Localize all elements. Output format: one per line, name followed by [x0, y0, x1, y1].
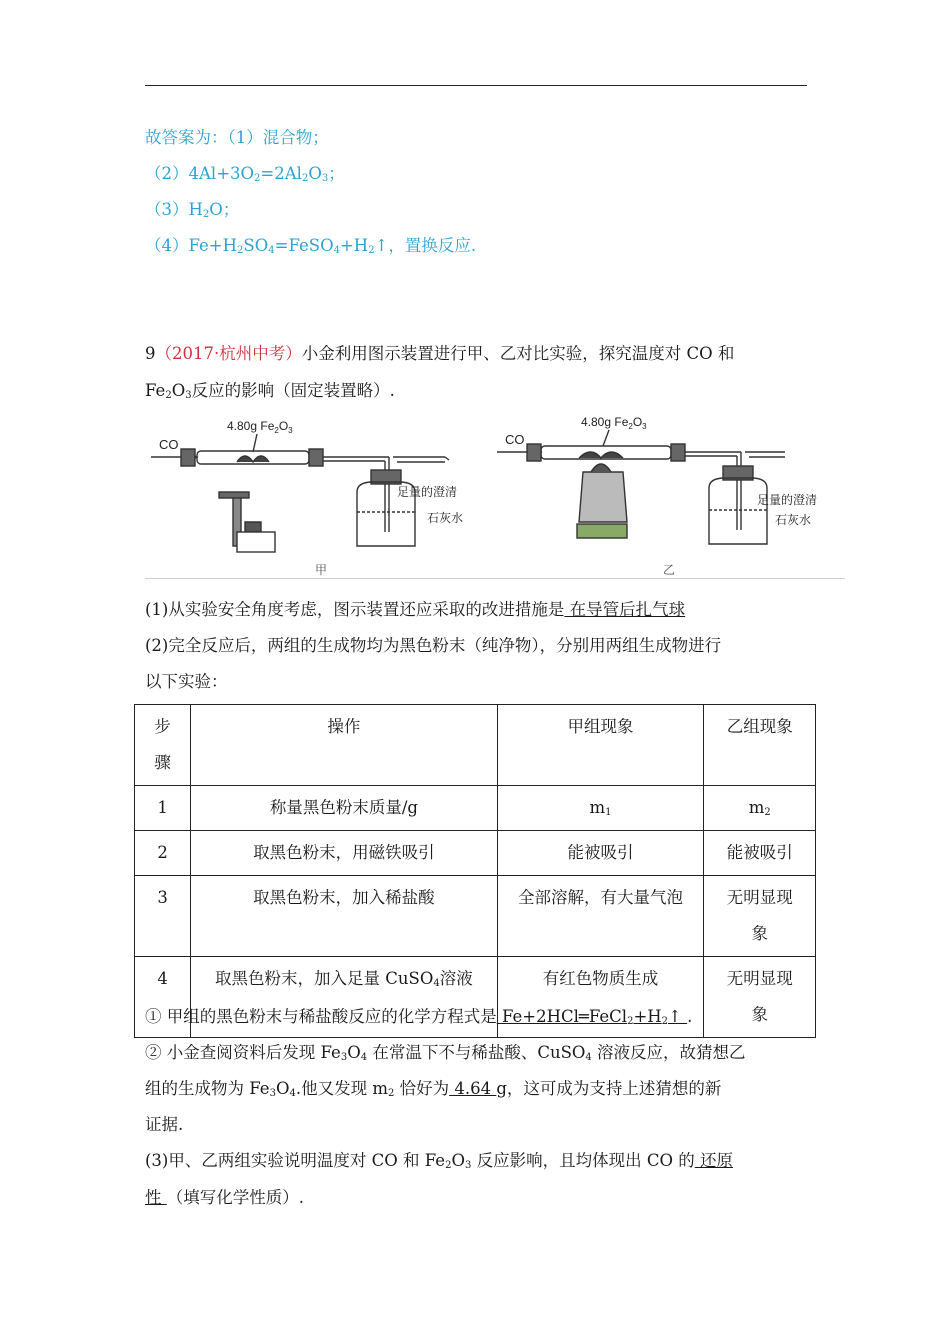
table-row: 2 取黑色粉末，用磁铁吸引 能被吸引 能被吸引 — [135, 831, 816, 876]
table-header-row — [135, 705, 816, 786]
svg-text:4.80g Fe2O3: 4.80g $Fe_2O_3$ — [581, 415, 647, 431]
answer-line-3: $(3)H_2O$； — [145, 200, 240, 220]
sub-question-2-line-3: 证据. — [145, 1115, 184, 1134]
part-2-line-1: (2)完全反应后，两组的生成物均为黑色粉末（纯净物），分别用两组生成物进行 — [145, 636, 722, 655]
table-row: 1 称量黑色粉末质量/g $m_1$ $m_2$ — [135, 786, 816, 831]
table-row: 4 取黑色粉末，加入足量 CuSO$_4$溶液 有红色物质生成 无明显现 象 — [135, 957, 816, 1038]
question-9-line-1: 9（2017·杭州中考）小金利用图示装置进行甲、乙对比实验，探究温度对 CO 和 — [145, 344, 735, 363]
top-rule — [145, 85, 807, 86]
part-3-line-1: (3)甲、乙两组实验说明温度对 CO 和 $Fe_2O_3$ 反应影响，且均体现出 CO 的 还原 — [145, 1151, 733, 1171]
apparatus-left — [151, 419, 463, 577]
svg-text:石灰水: 石灰水 — [427, 511, 464, 525]
part-3-answer: 还原 — [694, 1151, 733, 1170]
figure-border — [145, 578, 845, 579]
part-2-line-2: 以下实验： — [145, 672, 228, 691]
svg-text:4.80g Fe2O3: 4.80g $Fe_2O_3$ — [227, 419, 293, 435]
sub-question-2-line-1: ② 小金查阅资料后发现 $Fe_3O_4$ 在常温下不与稀盐酸、CuSO$_4$ 溶液反应，故猜想乙 — [145, 1043, 746, 1063]
svg-text:石灰水: 石灰水 — [775, 513, 812, 527]
svg-text:甲: 甲 — [315, 563, 328, 577]
header-operation: 操作 — [191, 705, 497, 786]
apparatus-figure — [145, 412, 845, 580]
svg-text:CO: CO — [505, 432, 525, 447]
answer-line-4: $(4)Fe+H_2SO_4=FeSO_4+H_2↑$，置换反应. — [145, 236, 477, 256]
sub-question-1-answer: $Fe+2HCl═FeCl_2+H_2↑$ — [496, 1007, 688, 1027]
sub-question-1: ① 甲组的黑色粉末与稀盐酸反应的化学方程式是 $Fe+2HCl═FeCl_2+H_2↑$ . — [145, 1007, 693, 1027]
header-step: 步 骤 — [135, 705, 191, 786]
answer-header: 故答案为：（1）混合物； — [145, 128, 329, 147]
table-row: 3 取黑色粉末，加入稀盐酸 全部溶解，有大量气泡 无明显现 象 — [135, 876, 816, 957]
part-3-line-2: 性 （填写化学性质）. — [145, 1188, 304, 1207]
sub-question-2-line-2: 组的生成物为 $Fe_3O_4$.他又发现 $m_2$ 恰好为 4.64 g，这可成为支持上述猜想的新 — [145, 1079, 722, 1099]
header-group-a: 甲组现象 — [497, 705, 704, 786]
svg-text:乙: 乙 — [663, 563, 676, 577]
part-1-answer: 在导管后扎气球 — [564, 600, 686, 619]
part-1: (1)从实验安全角度考虑，图示装置还应采取的改进措施是 在导管后扎气球 — [145, 600, 686, 619]
svg-text:足量的澄清: 足量的澄清 — [757, 493, 818, 507]
svg-text:足量的澄清: 足量的澄清 — [397, 485, 458, 499]
question-9-line-2: $Fe_2O_3$反应的影响（固定装置略）. — [145, 381, 395, 401]
sub-question-2-answer: 4.64 — [449, 1079, 497, 1098]
header-group-b: 乙组现象 — [704, 705, 816, 786]
svg-text:CO: CO — [159, 437, 179, 452]
apparatus-right — [497, 415, 817, 577]
experiment-table — [134, 704, 816, 1038]
answer-line-2: $(2)4Al+3O_2=2Al_2O_3$； — [145, 164, 345, 184]
question-source: （2017·杭州中考） — [155, 344, 302, 363]
